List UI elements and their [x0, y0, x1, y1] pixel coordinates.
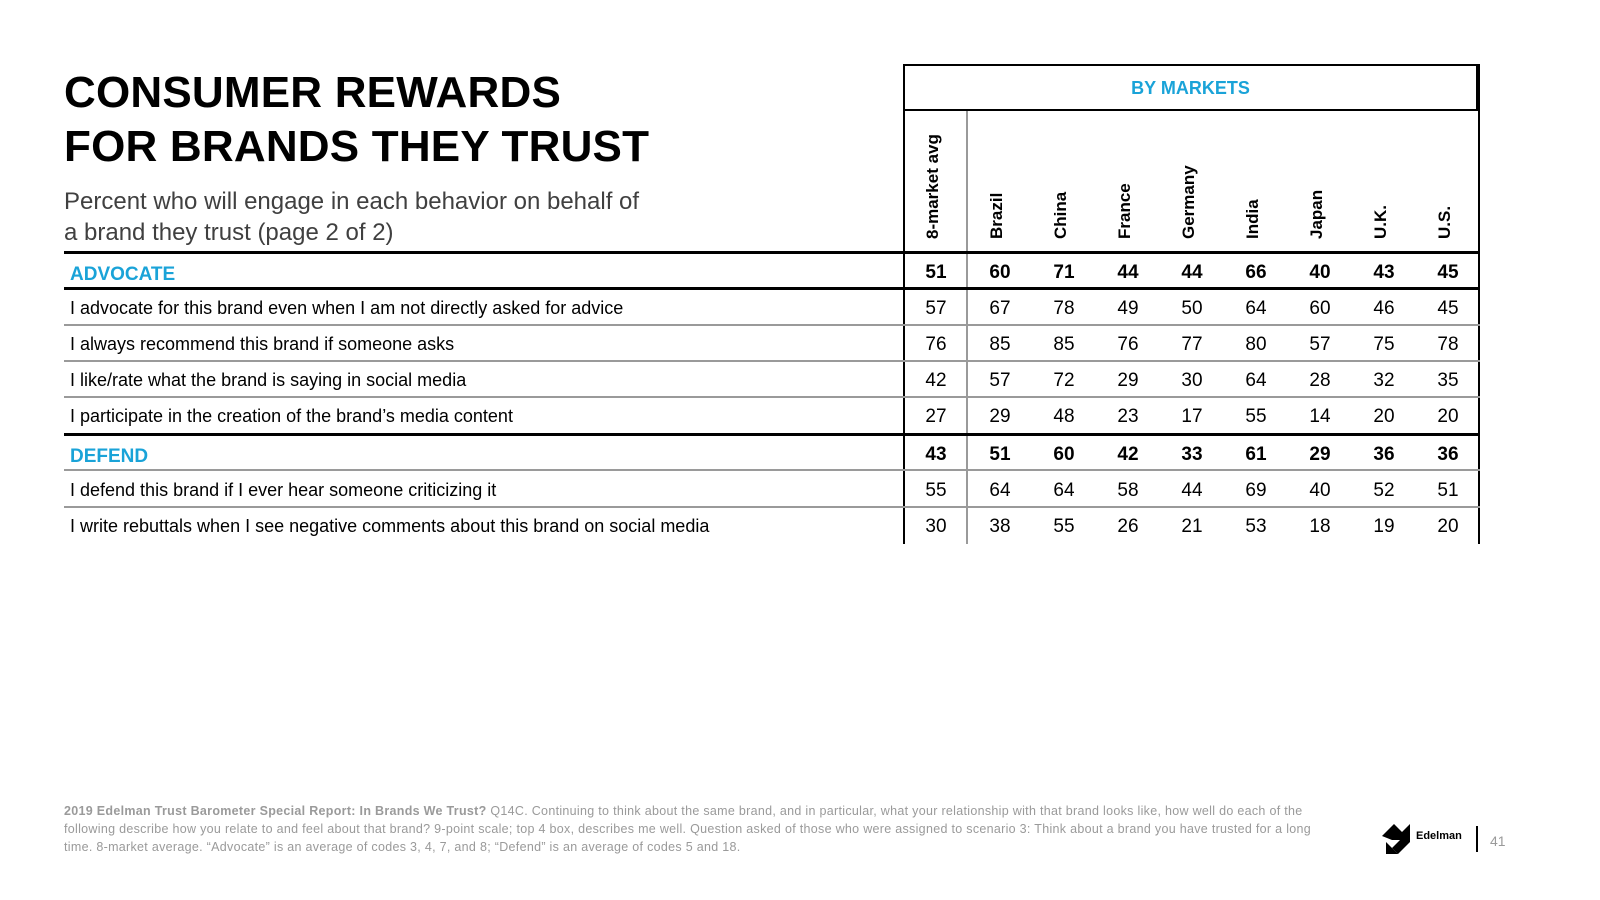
- section-label: ADVOCATE: [70, 264, 176, 285]
- row-label: I write rebuttals when I see negative comments about this brand on social media: [70, 516, 710, 536]
- column-header: [1031, 111, 1095, 251]
- row-label: I participate in the creation of the brand’s media content: [70, 406, 513, 426]
- column-header-label: Brazil: [987, 192, 1006, 239]
- table-cell: 49: [1117, 298, 1139, 319]
- table-cell: 71: [1053, 262, 1075, 283]
- table-cell: 40: [1309, 262, 1331, 283]
- table-cell: 51: [989, 444, 1011, 465]
- subtitle-line-1: Percent who will engage in each behavior on behalf of: [64, 188, 640, 215]
- row-label: I defend this brand if I ever hear someone criticizing it: [70, 480, 497, 500]
- table-cell: 45: [1437, 298, 1459, 319]
- column-header: [1415, 111, 1479, 251]
- table-row: [64, 398, 1480, 434]
- column-header: [1223, 111, 1287, 251]
- footnote-text: Q14C. Continuing to think about the same brand, and in particular, what your relationship with that brand looks like, how well do each of the following describe how you relate to and feel about that brand? 9-point scale; top 4 box, describes me well. Question asked of those who were assigned to scenario 3: Think about a brand you have trusted for a long time. 8-market average. “Advocate” is an average of codes 3, 4, 7, and 8; “Defend” is an average of codes 5 and 18.: [64, 804, 1312, 854]
- logo-separator: [1476, 826, 1478, 852]
- table-cell: 29: [989, 406, 1011, 427]
- column-header: [967, 111, 1031, 251]
- table-cell: 55: [1053, 516, 1075, 537]
- row-label: I always recommend this brand if someone asks: [70, 334, 455, 354]
- table-cell: 38: [989, 516, 1011, 537]
- footnote: [64, 802, 1334, 856]
- table-cell: 55: [925, 480, 947, 501]
- by-markets-header: [903, 64, 1478, 111]
- table-cell: 57: [1309, 334, 1331, 355]
- table-cell: 32: [1373, 370, 1395, 391]
- table-cell: 85: [989, 334, 1011, 355]
- logo-text: Edelman: [1416, 830, 1462, 842]
- table-cell: 76: [925, 334, 947, 355]
- table-cell: 69: [1245, 480, 1267, 501]
- column-header-label: U.S.: [1435, 205, 1454, 239]
- table-cell: 30: [1181, 370, 1203, 391]
- column-header-label: Japan: [1307, 189, 1326, 239]
- table-cell: 23: [1117, 406, 1139, 427]
- table-cell: 50: [1181, 298, 1203, 319]
- row-label: I like/rate what the brand is saying in social media: [70, 370, 467, 390]
- table-cell: 61: [1245, 444, 1267, 465]
- table-cell: 33: [1181, 444, 1203, 465]
- table-cell: 53: [1245, 516, 1267, 537]
- table-cell: 72: [1053, 370, 1075, 391]
- table-cell: 77: [1181, 334, 1203, 355]
- column-header-label: 8-market avg: [923, 134, 942, 239]
- table-cell: 51: [1437, 480, 1459, 501]
- table-cell: 85: [1053, 334, 1075, 355]
- table-cell: 20: [1437, 406, 1459, 427]
- table-cell: 14: [1309, 406, 1331, 427]
- column-header-label: France: [1115, 183, 1134, 239]
- table-cell: 26: [1117, 516, 1139, 537]
- table-cell: 48: [1053, 406, 1075, 427]
- table-cell: 60: [1053, 444, 1075, 465]
- title: [64, 66, 649, 174]
- table-cell: 18: [1309, 516, 1331, 537]
- table-cell: 75: [1373, 334, 1395, 355]
- table-cell: 20: [1437, 516, 1459, 537]
- table-cell: 80: [1245, 334, 1267, 355]
- table-row: [64, 290, 1480, 326]
- column-header: [1351, 111, 1415, 251]
- column-header: [1159, 111, 1223, 251]
- table-cell: 64: [1245, 298, 1267, 319]
- table-cell: 76: [1117, 334, 1139, 355]
- table-cell: 57: [925, 298, 947, 319]
- table-cell: 30: [925, 516, 947, 537]
- column-header-label: Germany: [1179, 165, 1198, 239]
- row-label: I advocate for this brand even when I am not directly asked for advice: [70, 298, 624, 318]
- table-cell: 21: [1181, 516, 1203, 537]
- table-cell: 42: [925, 370, 947, 391]
- table-cell: 45: [1437, 262, 1459, 283]
- footnote-source: 2019 Edelman Trust Barometer Special Report: In Brands We Trust?: [64, 804, 487, 818]
- title-line-1: CONSUMER REWARDS: [64, 68, 561, 117]
- table-cell: 42: [1117, 444, 1139, 465]
- table-cell: 78: [1437, 334, 1459, 355]
- table-cell: 64: [989, 480, 1011, 501]
- table-cell: 66: [1245, 262, 1267, 283]
- title-line-2: FOR BRANDS THEY TRUST: [64, 122, 650, 171]
- table-cell: 78: [1053, 298, 1075, 319]
- table-row: [64, 472, 1480, 508]
- table-cell: 36: [1437, 444, 1459, 465]
- table-cell: 44: [1181, 262, 1203, 283]
- table-cell: 52: [1373, 480, 1395, 501]
- table-cell: 35: [1437, 370, 1459, 391]
- column-header: [1287, 111, 1351, 251]
- table-cell: 20: [1373, 406, 1395, 427]
- table-cell: 44: [1181, 480, 1203, 501]
- table-cell: 43: [925, 444, 947, 465]
- column-header: [903, 111, 967, 251]
- table-cell: 60: [989, 262, 1011, 283]
- table-cell: 29: [1309, 444, 1331, 465]
- subtitle: [64, 186, 764, 248]
- table-cell: 46: [1373, 298, 1395, 319]
- table-cell: 19: [1373, 516, 1395, 537]
- section-label: DEFEND: [70, 446, 149, 467]
- column-header: [1095, 111, 1159, 251]
- table-cell: 29: [1117, 370, 1139, 391]
- column-header-label: U.K.: [1371, 205, 1390, 239]
- table-cell: 64: [1053, 480, 1075, 501]
- table-cell: 57: [989, 370, 1011, 391]
- table-cell: 17: [1181, 406, 1203, 427]
- section-row: [64, 254, 1480, 290]
- table-cell: 64: [1245, 370, 1267, 391]
- column-header-label: India: [1243, 199, 1262, 239]
- table-cell: 40: [1309, 480, 1331, 501]
- table-cell: 36: [1373, 444, 1395, 465]
- table-cell: 51: [925, 262, 947, 283]
- subtitle-line-2: a brand they trust (page 2 of 2): [64, 219, 394, 246]
- table-cell: 55: [1245, 406, 1267, 427]
- table-row: [64, 508, 1480, 544]
- table-row: [64, 362, 1480, 398]
- table-cell: 44: [1117, 262, 1139, 283]
- table-cell: 58: [1117, 480, 1139, 501]
- section-row: [64, 436, 1480, 472]
- table-cell: 28: [1309, 370, 1331, 391]
- table-cell: 60: [1309, 298, 1331, 319]
- column-header-label: China: [1051, 191, 1070, 239]
- table-cell: 27: [925, 406, 947, 427]
- by-markets-label: BY MARKETS: [1131, 78, 1250, 98]
- table-cell: 67: [989, 298, 1011, 319]
- page-number: 41: [1490, 833, 1506, 849]
- table-cell: 43: [1373, 262, 1395, 283]
- table-row: [64, 326, 1480, 362]
